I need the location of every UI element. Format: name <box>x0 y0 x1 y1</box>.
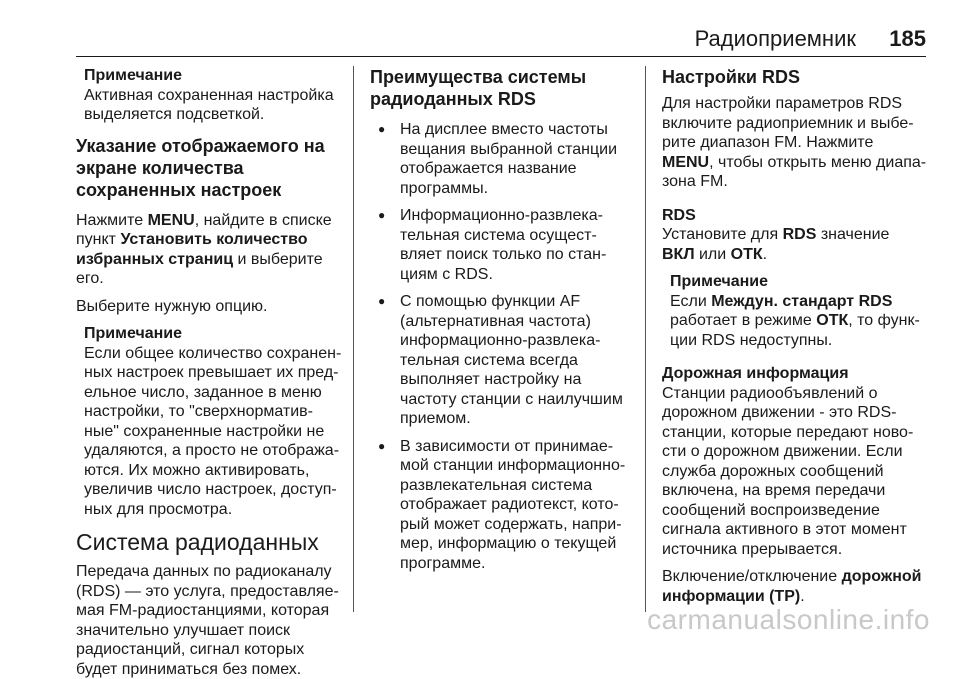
benefits-list <box>370 120 632 573</box>
text: , то функ- <box>848 312 920 329</box>
heading-line: радиоданных RDS <box>370 88 632 110</box>
subheading-traffic-info: Дорожная информация <box>662 364 928 384</box>
note-line: увеличив число настроек, доступ- <box>84 480 342 500</box>
text-line: частоту станции с наилучшим <box>400 390 632 410</box>
note-line: Активная сохраненная настройка <box>84 86 342 106</box>
header-title: Радиоприемник <box>695 26 856 52</box>
paragraph-menu-instructions <box>76 211 342 289</box>
text-line: значительно улучшает поиск <box>76 621 342 641</box>
text-line: ● В зависимости от принимае- <box>400 437 632 457</box>
text-line: вляет поиск только по стан- <box>400 245 632 265</box>
text-line: программы. <box>400 179 632 199</box>
text: , чтобы открыть меню диапа- <box>709 154 926 171</box>
text: работает в режиме <box>670 312 816 329</box>
text-line: будет приниматься без помех. <box>76 660 342 679</box>
header-rule <box>76 56 926 57</box>
text-line: ● Информационно-развлека- <box>400 206 632 226</box>
text-line: приемом. <box>400 409 632 429</box>
text-line: зона FM. <box>662 172 928 192</box>
section-heading-rds-settings: Настройки RDS <box>662 66 928 88</box>
text-line: выполняет настройку на <box>400 370 632 390</box>
heading-line: экране количества <box>76 157 342 179</box>
paragraph-rds-intro <box>76 562 342 679</box>
column-divider-2 <box>645 66 646 612</box>
text: и выберите его. <box>76 251 323 288</box>
menu-item-name: дорожной <box>842 568 922 585</box>
text-line: (альтернативная частота) <box>400 312 632 332</box>
text-line: вещания выбранной станции <box>400 140 632 160</box>
text-line: сти о дорожном движении. Если <box>662 442 928 462</box>
option-off: ОТК <box>816 312 848 329</box>
note-line: ельное число, заданное в меню <box>84 383 342 403</box>
text: Если <box>670 293 711 310</box>
heading-line: Указание отображаемого на <box>76 135 342 157</box>
option-off: ОТК <box>731 246 763 263</box>
paragraph-traffic-toggle <box>662 567 928 606</box>
subheading-rds: RDS <box>662 206 928 226</box>
menu-keyword: MENU <box>148 212 195 229</box>
text: пункт <box>76 231 120 248</box>
text: . <box>763 246 767 263</box>
text: Нажмите <box>76 212 148 229</box>
text: , найдите в списке <box>195 212 332 229</box>
text-line: включите радиоприемник и выбе- <box>662 114 928 134</box>
text-line: тельная система всегда <box>400 351 632 371</box>
menu-keyword: MENU <box>662 154 709 171</box>
text-line: ции RDS недоступны. <box>670 331 928 351</box>
text: . <box>800 588 804 605</box>
note-heading: Примечание <box>670 272 928 292</box>
note-international-rds <box>670 272 928 350</box>
note-line: удаляются, а просто не отобража- <box>84 441 342 461</box>
text-line: служба дорожных сообщений <box>662 462 928 482</box>
text-line: мой станции информационно- <box>400 456 632 476</box>
text: Включение/отключение <box>662 568 842 585</box>
list-item <box>370 437 632 574</box>
note-line: ных для просмотра. <box>84 500 342 520</box>
text-line: ● С помощью функции AF <box>400 292 632 312</box>
list-item <box>370 206 632 284</box>
text-line: программе. <box>400 554 632 574</box>
paragraph-traffic-info <box>662 384 928 560</box>
text-line: тельная система осущест- <box>400 226 632 246</box>
text-line: информационно-развлека- <box>400 331 632 351</box>
note-line: ные" сохраненные настройки не <box>84 422 342 442</box>
text-line: Станции радиообъявлений о <box>662 384 928 404</box>
note-line: Если общее количество сохранен- <box>84 344 342 364</box>
text-line: ● На дисплее вместо частоты <box>400 120 632 140</box>
heading-line: Преимущества системы <box>370 66 632 88</box>
section-heading-rds-system: Система радиоданных <box>76 529 342 556</box>
column-divider-1 <box>353 66 354 612</box>
menu-item-name: Установить количество <box>120 231 307 248</box>
note-heading: Примечание <box>84 324 342 344</box>
column-3 <box>662 66 928 606</box>
text-line: (RDS) — это услуга, предоставляе- <box>76 582 342 602</box>
list-item <box>370 292 632 429</box>
text-line: Передача данных по радиоканалу <box>76 562 342 582</box>
note-line: ных настроек превышает их пред- <box>84 363 342 383</box>
text-line: отображает радиотекст, кото- <box>400 495 632 515</box>
text-line: циям с RDS. <box>400 265 632 285</box>
text-line: включена, на время передачи <box>662 481 928 501</box>
text: Установите для <box>662 226 783 243</box>
note-preset-limit <box>84 324 342 519</box>
column-2 <box>370 66 632 581</box>
note-line: настройки, то "сверхнорматив- <box>84 402 342 422</box>
text-line: рый может содержать, напри- <box>400 515 632 535</box>
section-heading-rds-benefits <box>370 66 632 110</box>
note-line: выделяется подсветкой. <box>84 105 342 125</box>
note-line: ются. Их можно активировать, <box>84 461 342 481</box>
menu-item-name: RDS <box>783 226 817 243</box>
text-line: рите диапазон FM. Нажмите <box>662 133 928 153</box>
text-line: станции, которые передают ново- <box>662 423 928 443</box>
text-line: сообщений воспроизведение <box>662 501 928 521</box>
text-line: дорожном движении - это RDS- <box>662 403 928 423</box>
section-heading-favourites <box>76 135 342 201</box>
text-line: мер, информацию о текущей <box>400 534 632 554</box>
paragraph-select-option: Выберите нужную опцию. <box>76 297 342 317</box>
note-active-preset <box>84 66 342 125</box>
note-heading: Примечание <box>84 66 342 86</box>
text-line: Для настройки параметров RDS <box>662 94 928 114</box>
menu-item-name: информации (TP) <box>662 588 800 605</box>
option-on: ВКЛ <box>662 246 695 263</box>
list-item <box>370 120 632 198</box>
text-line: источника прерывается. <box>662 540 928 560</box>
heading-line: сохраненных настроек <box>76 179 342 201</box>
text: или <box>695 246 731 263</box>
page-number: 185 <box>889 26 926 52</box>
text-line: отображается название <box>400 159 632 179</box>
page-header <box>0 0 960 56</box>
menu-item-name: Междун. стандарт RDS <box>711 293 892 310</box>
column-1 <box>76 66 342 679</box>
text-line: сигнала активного в этот момент <box>662 520 928 540</box>
text-line: радиостанций, сигнал которых <box>76 640 342 660</box>
paragraph-rds-settings <box>662 94 928 192</box>
watermark: carmanualsonline.info <box>647 604 930 636</box>
menu-item-name: избранных страниц <box>76 251 233 268</box>
paragraph-rds-toggle <box>662 225 928 264</box>
text-line: развлекательная система <box>400 476 632 496</box>
text-line: мая FM-радиостанциями, которая <box>76 601 342 621</box>
text: значение <box>816 226 889 243</box>
